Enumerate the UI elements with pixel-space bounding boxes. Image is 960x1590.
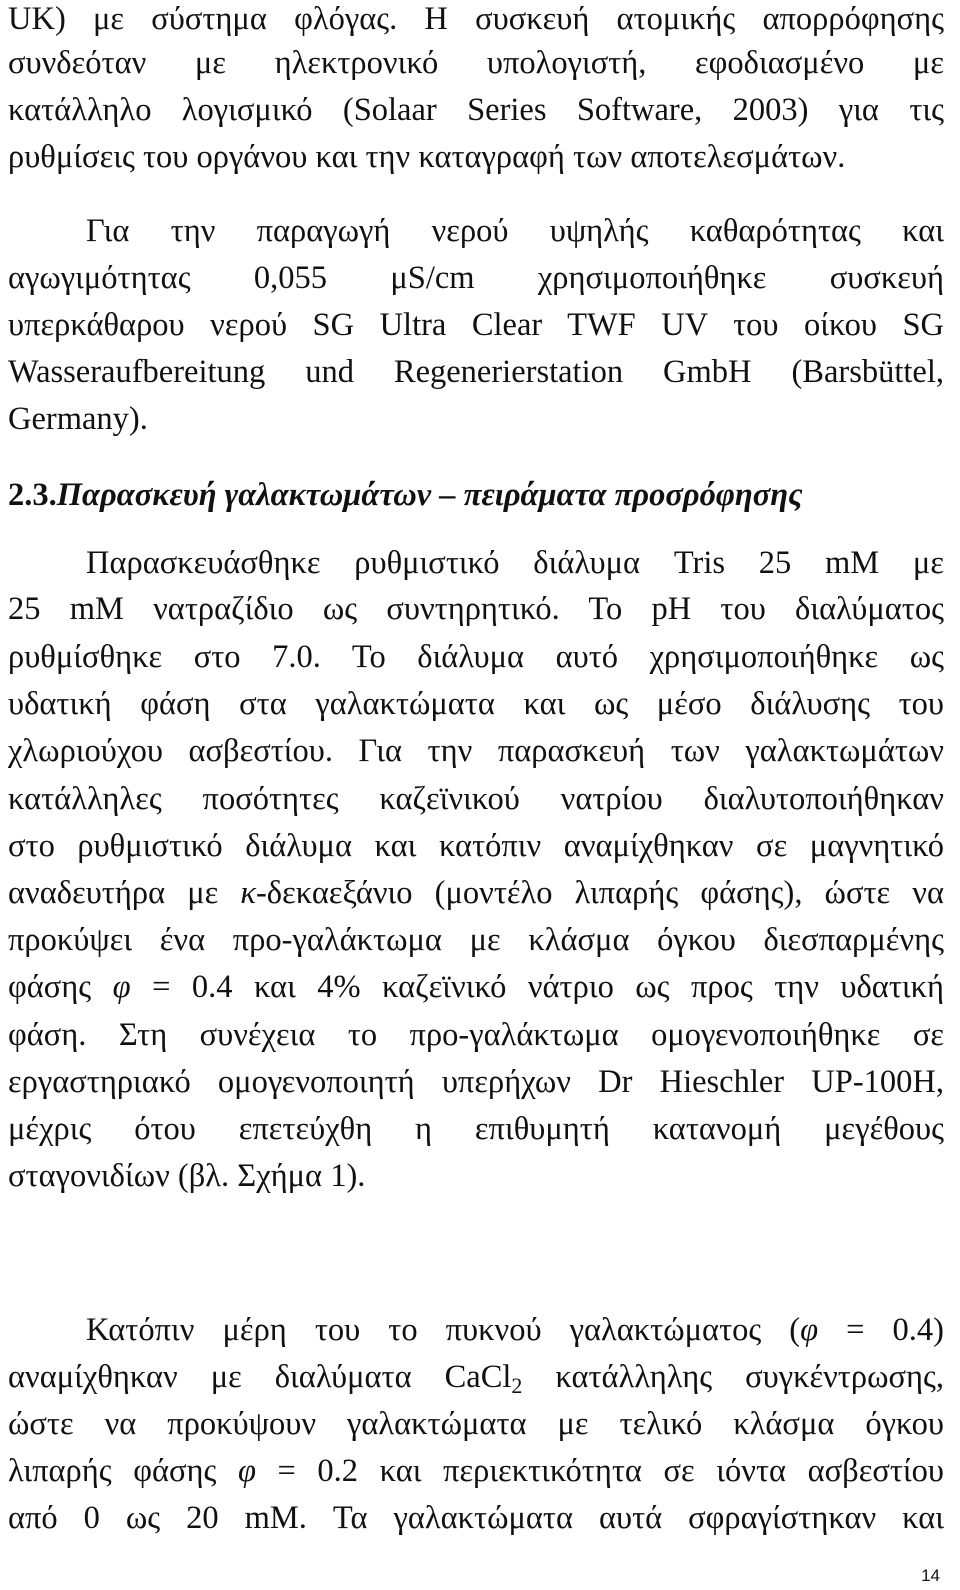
phi-symbol: φ [237,1453,256,1489]
paragraph-3-line-3: ρυθμίσθηκε στο 7.0. Το διάλυμα αυτό χρησιμοποιήθηκε ως [8,639,944,675]
paragraph-3-line-11: φάση. Στη συνέχεια το προ-γαλάκτωμα ομογενοποιήθηκε σε [8,1017,944,1053]
paragraph-4-line-1-start: Κατόπιν μέρη του το πυκνού γαλακτώματος ( [86,1312,801,1348]
paragraph-3-line-8 [8,870,944,916]
paragraph-3-line-13: μέχρις ότου επετεύχθη η επιθυμητή κατανομή μεγέθους [8,1111,944,1147]
paragraph-4-line-4-end: = 0.2 και περιεκτικότητα σε ιόντα ασβεστίου [255,1453,945,1489]
paragraph-3-line-8-start: αναδευτήρα με [8,875,241,911]
paragraph-4-line-1-end: = 0.4) [818,1312,944,1348]
paragraph-2-line-2: αγωγιμότητας 0,055 μS/cm χρησιμοποιήθηκε συσκευή [8,260,944,296]
phi-symbol: φ [800,1312,819,1348]
page-number: 14 [921,1566,940,1585]
paragraph-4-line-5: από 0 ως 20 mM. Τα γαλακτώματα αυτά σφραγίστηκαν και [8,1500,944,1536]
paragraph-2-line-1: Για την παραγωγή νερού υψηλής καθαρότητας και [86,213,944,249]
paragraph-3-line-10 [8,964,944,1010]
kappa-symbol: κ [240,875,256,911]
paragraph-1-line-2: συνδεόταν με ηλεκτρονικό υπολογιστή, εφοδιασμένο με [8,45,944,81]
paragraph-2-line-4: Wasseraufbereitung und Regenerierstation GmbH (Barsbüttel, [8,354,944,390]
paragraph-4-line-2-end: κατάλληλης συγκέντρωσης, [522,1359,944,1395]
paragraph-3-line-7: στο ρυθμιστικό διάλυμα και κατόπιν αναμίχθηκαν σε μαγνητικό [8,828,944,864]
paragraph-2-line-3: υπερκάθαρου νερού SG Ultra Clear TWF UV του οίκου SG [8,307,944,343]
paragraph-3-line-10-end: = 0.4 και 4% καζεϊνικό νάτριο ως προς την υδατική [130,969,945,1005]
paragraph-4-line-2-start: αναμίχθηκαν με διαλύματα CaCl [8,1359,512,1395]
paragraph-3-line-4: υδατική φάση στα γαλακτώματα και ως μέσο διάλυσης του [8,686,944,722]
paragraph-3-line-12: εργαστηριακό ομογενοποιητή υπερήχων Dr Hieschler UP-100H, [8,1064,944,1100]
paragraph-3-line-6: κατάλληλες ποσότητες καζεϊνικού νατρίου διαλυτοποιήθηκαν [8,781,944,817]
subscript-two: 2 [511,1373,523,1398]
paragraph-2-line-5: Germany). [8,401,148,437]
paragraph-3-line-14: σταγονιδίων (βλ. Σχήμα 1). [8,1158,366,1194]
paragraph-4-line-4-start: λιπαρής φάσης [8,1453,238,1489]
section-title: Παρασκευή γαλακτωμάτων – πειράματα προσρόφησης [56,477,803,513]
paragraph-4-line-1 [86,1307,944,1353]
paragraph-3-line-8-end: -δεκαεξάνιο (μοντέλο λιπαρής φάσης), ώστε να [255,875,944,911]
section-heading [8,472,803,518]
paragraph-3-line-9: προκύψει ένα προ-γαλάκτωμα με κλάσμα όγκου διεσπαρμένης [8,922,944,958]
paragraph-3-line-10-start: φάσης [8,969,113,1005]
phi-symbol: φ [112,969,131,1005]
section-number: 2.3. [8,477,57,513]
paragraph-1-line-4: ρυθμίσεις του οργάνου και την καταγραφή των αποτελεσμάτων. [8,139,846,175]
paragraph-1-line-1: UK) με σύστημα φλόγας. Η συσκευή ατομικής απορρόφησης [8,1,944,37]
paragraph-3-line-2: 25 mM νατραζίδιο ως συντηρητικό. Το pH του διαλύματος [8,591,944,627]
paragraph-1-line-3: κατάλληλο λογισμικό (Solaar Series Software, 2003) για τις [8,92,944,128]
paragraph-4-line-3: ώστε να προκύψουν γαλακτώματα με τελικό κλάσμα όγκου [8,1406,944,1442]
paragraph-3-line-1: Παρασκευάσθηκε ρυθμιστικό διάλυμα Tris 25 mM με [86,545,944,581]
paragraph-3-line-5: χλωριούχου ασβεστίου. Για την παρασκευή των γαλακτωμάτων [8,733,944,769]
paragraph-4-line-4 [8,1448,944,1494]
